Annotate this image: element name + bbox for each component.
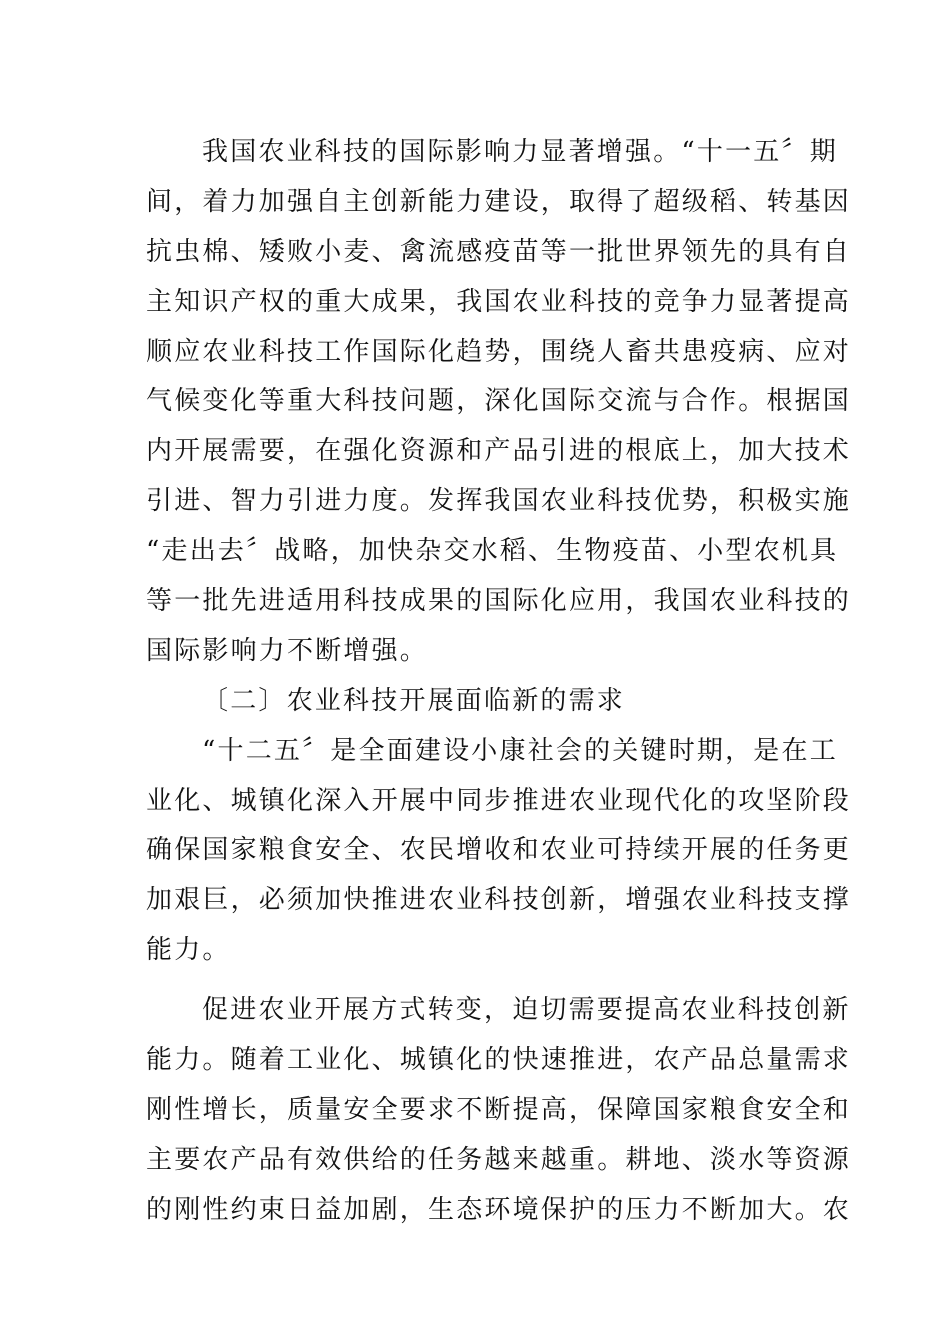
text-line: 引进、智力引进力度。发挥我国农业科技优势，积极实施 xyxy=(146,486,852,517)
text-line: “走出去〞战略，加快杂交水稻、生物疫苗、小型农机具 xyxy=(146,536,839,567)
heading-line: 〔二〕农业科技开展面临新的需求 xyxy=(202,685,626,716)
text-line: 主要农产品有效供给的任务越来越重。耕地、淡水等资源 xyxy=(146,1144,852,1175)
text-line: 主知识产权的重大成果，我国农业科技的竞争力显著提高 xyxy=(146,286,852,317)
text-line: 能力。 xyxy=(146,935,231,966)
text-line: 抗虫棉、矮败小麦、禽流感疫苗等一批世界领先的具有自 xyxy=(146,236,852,267)
text-line: 业化、城镇化深入开展中同步推进农业现代化的攻坚阶段 xyxy=(146,785,852,816)
text-line: 国际影响力不断增强。 xyxy=(146,635,429,666)
text-line: 间，着力加强自主创新能力建设，取得了超级稻、转基因 xyxy=(146,186,852,217)
text-line: 刚性增长，质量安全要求不断提高，保障国家粮食安全和 xyxy=(146,1094,852,1125)
text-line: 促进农业开展方式转变，迫切需要提高农业科技创新 xyxy=(202,995,851,1026)
text-line: “十二五〞是全面建设小康社会的关键时期，是在工 xyxy=(202,735,838,766)
text-line: 的刚性约束日益加剧，生态环境保护的压力不断加大。农 xyxy=(146,1194,852,1225)
document-body xyxy=(146,128,852,1236)
text-line: 我国农业科技的国际影响力显著增强。“十一五〞期 xyxy=(202,137,838,167)
paragraph-transformation xyxy=(146,986,852,1235)
text-line: 顺应农业科技工作国际化趋势，围绕人畜共患疫病、应对 xyxy=(146,336,852,367)
text-line: 能力。随着工业化、城镇化的快速推进，农产品总量需求 xyxy=(146,1045,852,1076)
text-line: 确保国家粮食安全、农民增收和农业可持续开展的任务更 xyxy=(146,835,852,866)
paragraph-twelfth-five-year xyxy=(146,727,852,976)
text-line: 加艰巨，必须加快推进农业科技创新，增强农业科技支撑 xyxy=(146,885,852,916)
text-line: 等一批先进适用科技成果的国际化应用，我国农业科技的 xyxy=(146,586,852,617)
text-line: 内开展需要，在强化资源和产品引进的根底上，加大技术 xyxy=(146,436,852,467)
section-heading xyxy=(146,677,806,727)
paragraph-intl-influence xyxy=(146,128,852,677)
text-line: 气候变化等重大科技问题，深化国际交流与合作。根据国 xyxy=(146,386,852,417)
